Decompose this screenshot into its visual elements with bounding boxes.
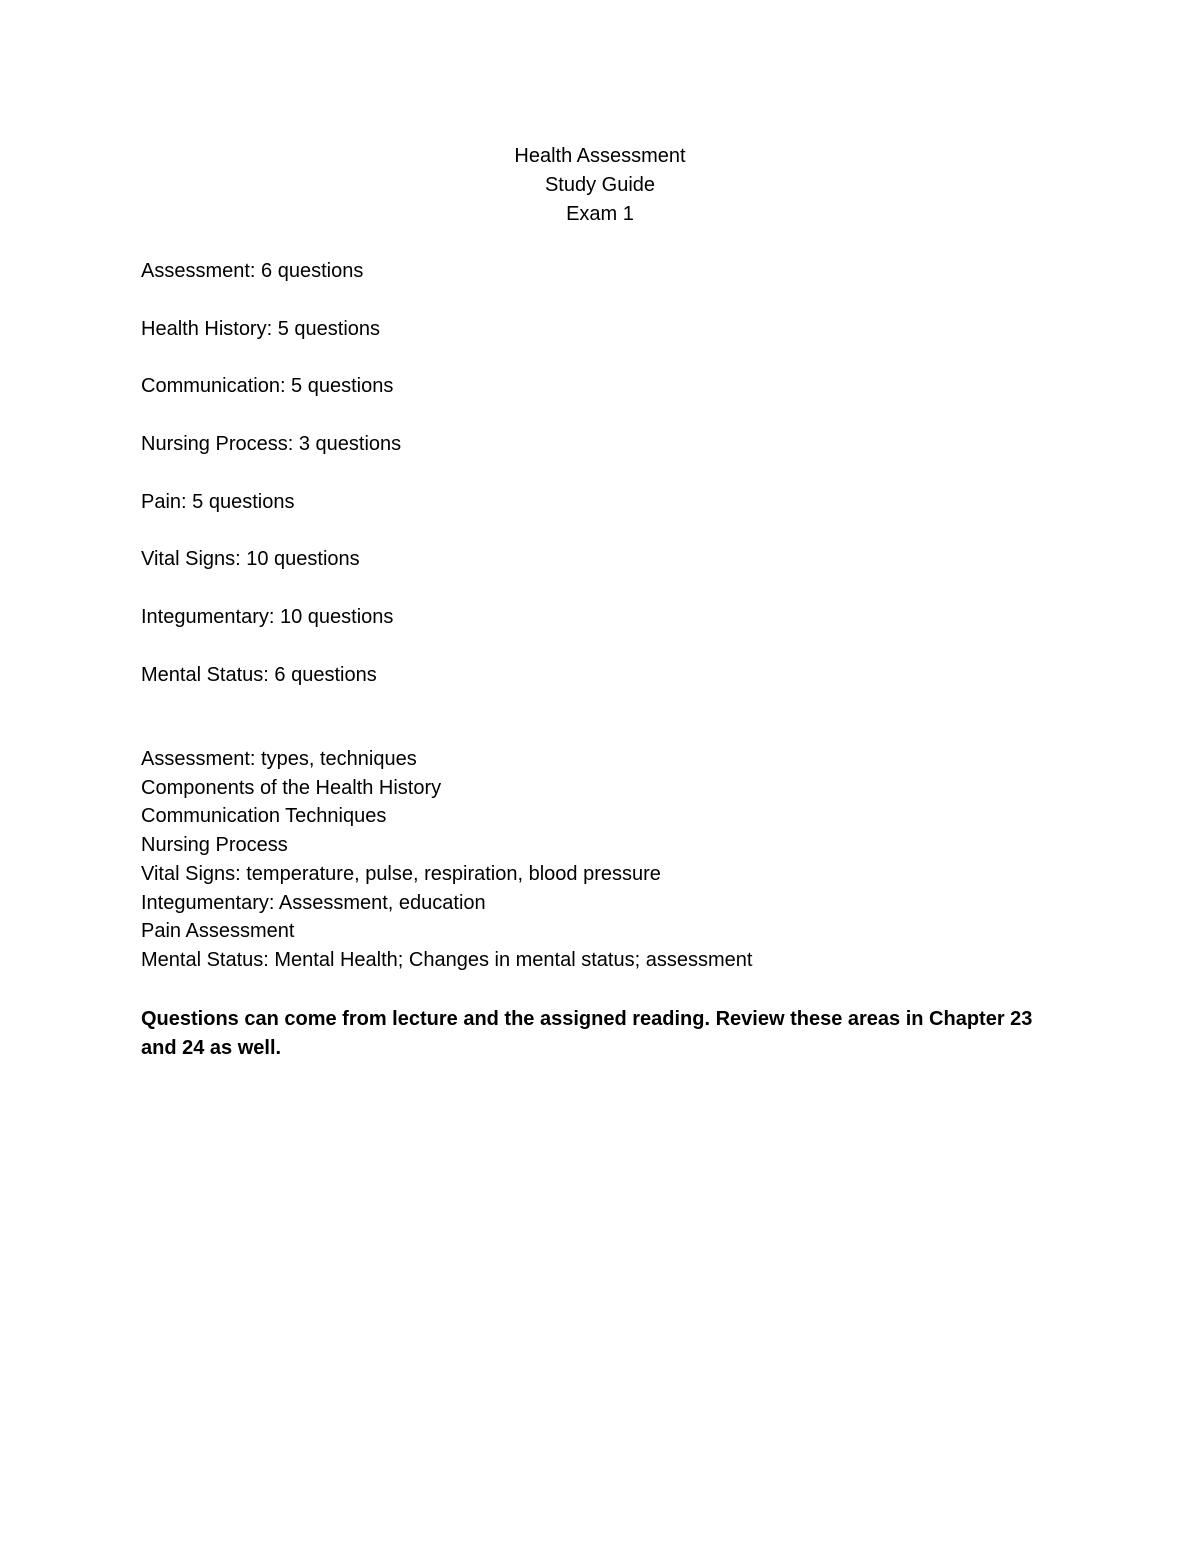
document-header bbox=[0, 142, 1200, 229]
question-count-item: Vital Signs: 10 questions bbox=[141, 548, 360, 571]
question-count-item: Health History: 5 questions bbox=[141, 317, 381, 340]
topic-list bbox=[141, 745, 1061, 975]
question-count-item: Communication: 5 questions bbox=[141, 375, 394, 398]
topic-item: Communication Techniques bbox=[141, 805, 387, 828]
topic-item: Pain Assessment bbox=[141, 920, 295, 943]
question-count-item: Integumentary: 10 questions bbox=[141, 606, 394, 629]
question-count-item: Assessment: 6 questions bbox=[141, 260, 364, 282]
review-note: Questions can come from lecture and the assigned reading. Review these areas in Chapter 23 and 24 as well. bbox=[141, 1008, 1033, 1059]
question-count-list bbox=[141, 257, 1061, 719]
topic-item: Vital Signs: temperature, pulse, respiration, blood pressure bbox=[141, 862, 661, 885]
question-count-item: Pain: 5 questions bbox=[141, 490, 295, 513]
topic-item: Assessment: types, techniques bbox=[141, 748, 417, 770]
topic-item: Mental Status: Mental Health; Changes in mental status; assessment bbox=[141, 948, 753, 971]
exam-label: Exam 1 bbox=[566, 203, 634, 225]
topic-item: Integumentary: Assessment, education bbox=[141, 891, 486, 914]
document-title: Health Assessment bbox=[514, 145, 686, 167]
topic-item: Components of the Health History bbox=[141, 776, 442, 799]
question-count-item: Nursing Process: 3 questions bbox=[141, 433, 402, 456]
topic-item: Nursing Process bbox=[141, 834, 288, 857]
question-count-item: Mental Status: 6 questions bbox=[141, 663, 377, 686]
document-subtitle: Study Guide bbox=[544, 174, 656, 196]
